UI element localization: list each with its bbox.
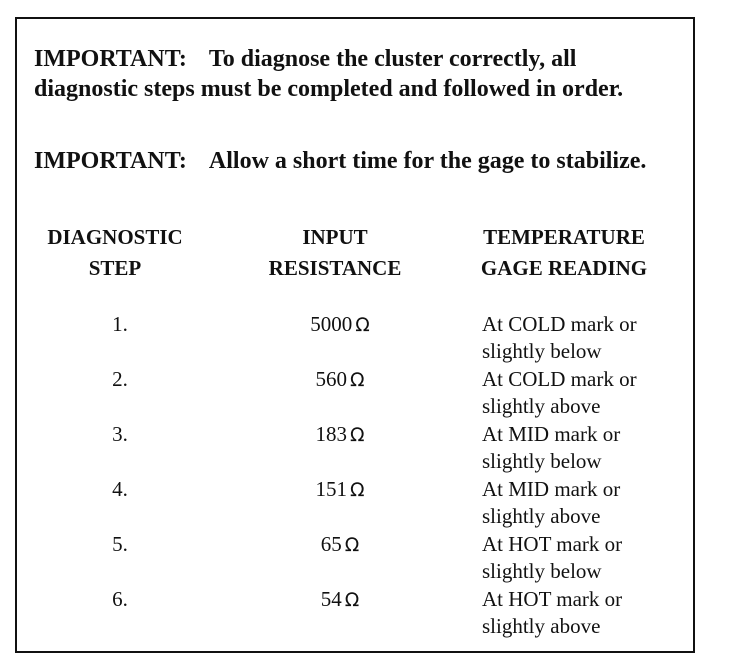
step-number: 3. <box>112 422 128 446</box>
gage-reading: At MID mark or slightly below <box>482 422 621 473</box>
header-input-resistance: INPUT RESISTANCE <box>268 225 402 280</box>
ohm-symbol: Ω <box>344 534 360 556</box>
gage-reading: At MID mark or slightly above <box>482 477 621 528</box>
table-row <box>0 421 736 476</box>
important-text: To diagnose the cluster correctly, all diagnostic steps must be completed and followed in order. <box>34 46 624 102</box>
resistance-value: 151 Ω <box>315 477 365 501</box>
important-text: Allow a short time for the gage to stabilize. <box>208 148 647 174</box>
table-row <box>0 586 736 641</box>
step-number: 1. <box>112 312 128 336</box>
step-number: 6. <box>112 587 128 611</box>
gage-reading: At COLD mark or slightly above <box>482 367 637 418</box>
step-number: 2. <box>112 367 128 391</box>
header-diagnostic-step: DIAGNOSTIC STEP <box>47 225 183 280</box>
ohm-symbol: Ω <box>344 589 360 611</box>
ohm-symbol: Ω <box>349 369 365 391</box>
important-label: IMPORTANT: <box>34 148 187 174</box>
step-number: 5. <box>112 532 128 556</box>
resistance-value: 560 Ω <box>315 367 365 391</box>
resistance-value: 65 Ω <box>320 532 360 556</box>
gage-reading: At COLD mark or slightly below <box>482 312 637 363</box>
table-row <box>0 366 736 421</box>
important-label: IMPORTANT: <box>34 46 187 72</box>
ohm-symbol: Ω <box>355 314 370 336</box>
header-gage-reading: TEMPERATURE GAGE READING <box>480 225 648 280</box>
resistance-value: 54 Ω <box>320 587 360 611</box>
table-row <box>0 531 736 586</box>
important-note-stabilize <box>34 146 684 176</box>
step-number: 4. <box>112 477 128 501</box>
gage-reading: At HOT mark or slightly above <box>482 587 623 638</box>
resistance-value: 183 Ω <box>315 422 365 446</box>
ohm-symbol: Ω <box>349 424 365 446</box>
table-row <box>0 476 736 531</box>
ohm-symbol: Ω <box>349 479 365 501</box>
table-row <box>0 311 736 366</box>
resistance-value: 5000 Ω <box>310 312 370 336</box>
important-note-order <box>34 44 684 104</box>
gage-reading: At HOT mark or slightly below <box>482 532 623 583</box>
